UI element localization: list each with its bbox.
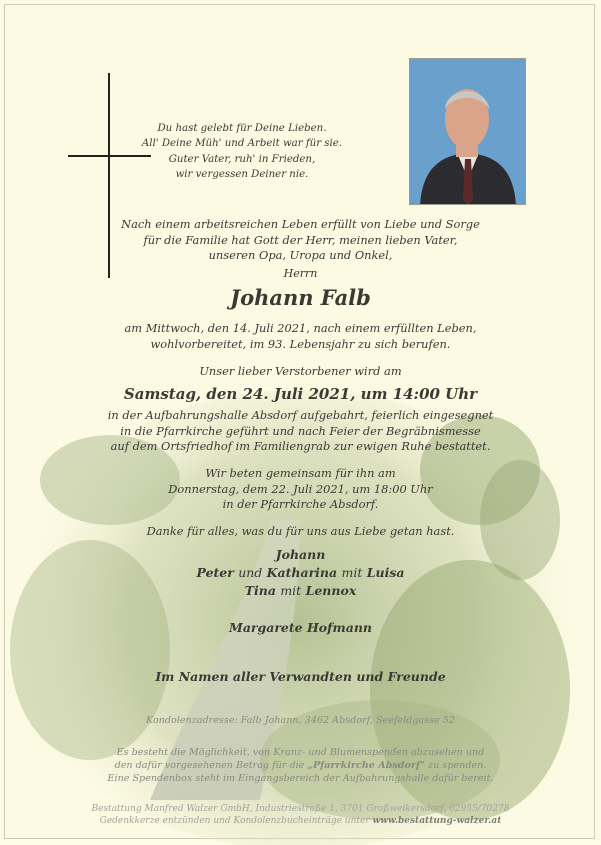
footer-text: Gedenkkerze entzünden und Kondolenzbucheinträge unter (99, 816, 370, 826)
deceased-name: Johann Falb (230, 285, 371, 310)
death-notice (0, 321, 601, 352)
donation-line: Es besteht die Möglichkeit, von Kranz- und Blumenspenden abzusehen und (116, 747, 485, 758)
website-link[interactable]: www.bestattung-walzer.at (372, 816, 502, 826)
poem-line: Guter Vater, ruh' in Frieden, (168, 153, 316, 165)
funeral-details-line: in der Aufbahrungshalle Absdorf aufgebahrt, feierlich eingesegnet (107, 408, 494, 422)
portrait-photo (409, 58, 526, 205)
poem-line: wir vergessen Deiner nie. (175, 168, 309, 180)
family-name: Lennox (305, 583, 357, 598)
prayer-line: in der Pfarrkirche Absdorf. (222, 497, 379, 512)
donation-line: Eine Spendenbox steht im Eingangsbereich der Aufbahrungshalle dafür bereit. (107, 772, 494, 784)
prayer-line: Donnerstag, dem 22. Juli 2021, um 18:00 Uhr (168, 481, 433, 496)
intro-line: für die Familie hat Gott der Herr, meinen lieben Vater, (143, 232, 458, 247)
donation-line (0, 760, 601, 773)
footer-line (0, 815, 601, 827)
portrait-image (410, 59, 526, 205)
family-joiner: mit (341, 565, 363, 580)
donation-text: zu spenden. (428, 759, 487, 771)
donation-info (0, 747, 601, 785)
family-name: Tina (244, 583, 276, 598)
family-name: Luisa (366, 565, 405, 580)
funeral-details-line: auf dem Ortsfriedhof im Familiengrab zur ewigen Ruhe bestattet. (110, 439, 491, 454)
salutation: Herrn (283, 267, 318, 280)
funeral-date: Samstag, den 24. Juli 2021, um 14:00 Uhr (123, 385, 478, 403)
prayer-info (0, 466, 601, 513)
footer (0, 803, 601, 827)
intro-text (0, 217, 601, 264)
funeral-details (0, 408, 601, 455)
poem-line: Du hast gelebt für Deine Lieben. (157, 123, 327, 134)
poem-line: All' Deine Müh' und Arbeit war für sie. (141, 138, 343, 150)
poem (80, 121, 370, 182)
prayer-line: Wir beten gemeinsam für ihn am (205, 466, 396, 480)
family-name: Peter (196, 565, 234, 580)
intro-line: Nach einem arbeitsreichen Leben erfüllt von Liebe und Sorge (121, 217, 480, 231)
family-member-hofmann: Margarete Hofmann (228, 620, 372, 635)
intro-line: unseren Opa, Uropa und Onkel, (208, 248, 393, 263)
pre-funeral-text: Unser lieber Verstorbener wird am (199, 364, 402, 378)
funeral-details-line: in die Pfarrkirche geführt und nach Feier der Begräbnismesse (120, 423, 481, 438)
death-notice-line: wohlvorbereitet, im 93. Lebensjahr zu sich berufen. (150, 336, 451, 351)
closing-line: Im Namen aller Verwandten und Freunde (155, 669, 446, 684)
condolence-address: Kondolenzadresse: Falb Johann, 3462 Absdorf, Seefeldgasse 52 (146, 715, 455, 726)
footer-line: Bestattung Manfred Walzer GmbH, Industriestraße 1, 3701 Großweikersdorf, 02955/70278 (91, 804, 510, 814)
thanks-text: Danke für alles, was du für uns aus Liebe getan hast. (146, 524, 455, 538)
donation-recipient: „Pfarrkirche Absdorf" (307, 759, 426, 771)
family-name: Katharina (266, 565, 338, 580)
family-joiner: mit (280, 583, 302, 598)
family-line (0, 564, 601, 582)
death-notice-line: am Mittwoch, den 14. Juli 2021, nach einem erfüllten Leben, (124, 321, 477, 335)
donation-text: den dafür vorgesehenen Betrag für die (114, 759, 305, 771)
family-line: Johann (275, 547, 326, 562)
family-members (0, 546, 601, 600)
family-line (0, 582, 601, 600)
family-joiner: und (238, 565, 263, 580)
